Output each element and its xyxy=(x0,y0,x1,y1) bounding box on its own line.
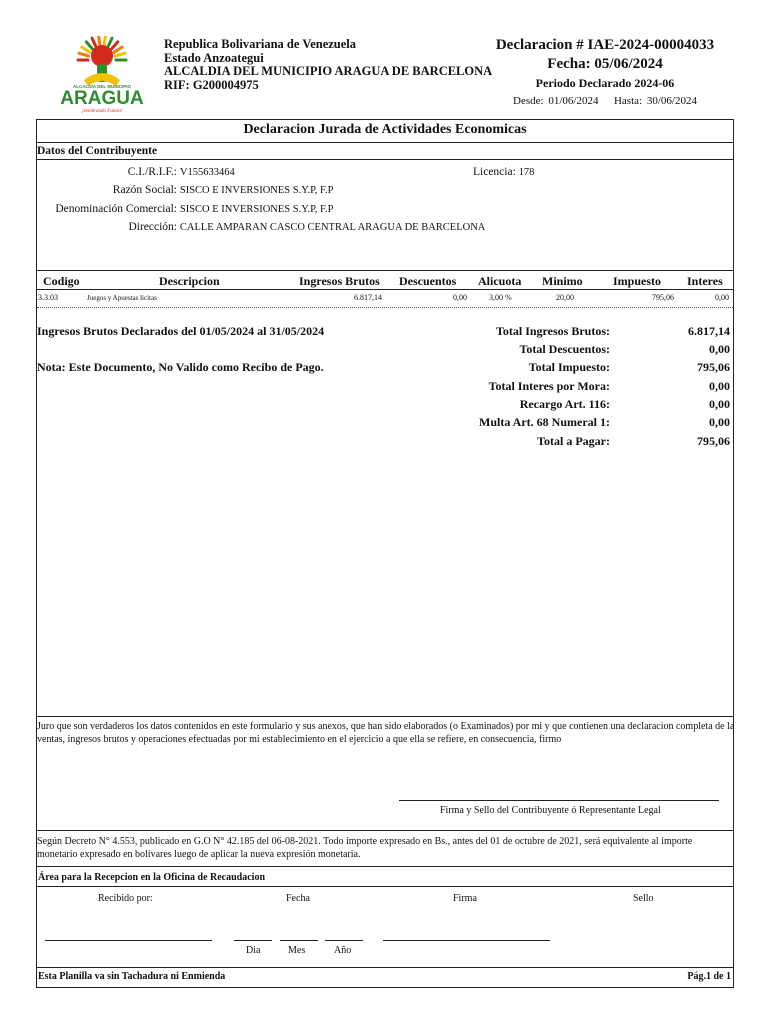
total-impuesto-value: 795,06 xyxy=(697,360,730,374)
divider xyxy=(37,142,733,143)
cell-ingresos: 6.817,14 xyxy=(354,293,382,302)
cell-impuesto: 795,06 xyxy=(652,293,674,302)
license-value: 178 xyxy=(518,167,535,178)
razon-field xyxy=(37,184,333,196)
col-header-interes: Interes xyxy=(687,274,723,288)
svg-text:ALCALDÍA DEL MUNICIPIO: ALCALDÍA DEL MUNICIPIO xyxy=(73,84,131,89)
col-header-minimo: Minimo xyxy=(542,274,583,288)
cell-interes: 0,00 xyxy=(715,293,729,302)
from-value: 01/06/2024 xyxy=(548,95,599,107)
declaration-range xyxy=(470,95,740,107)
razon-label: Razón Social: xyxy=(112,184,177,196)
multa-value: 0,00 xyxy=(709,415,730,429)
table-top-border xyxy=(37,270,733,271)
divider xyxy=(37,830,733,831)
col-header-codigo: Codigo xyxy=(43,274,80,288)
total-impuesto-label: Total Impuesto: xyxy=(528,360,610,374)
total-interes-value: 0,00 xyxy=(709,379,730,393)
rif-value: V155633464 xyxy=(179,167,235,178)
total-ingresos-value: 6.817,14 xyxy=(688,324,730,338)
day-line xyxy=(234,940,272,941)
page-number: Pág.1 de 1 xyxy=(687,971,731,982)
direccion-label: Dirección: xyxy=(128,221,177,233)
received-by-line xyxy=(45,940,212,941)
declared-income-range: Ingresos Brutos Declarados del 01/05/2024 al 31/05/2024 xyxy=(37,324,325,338)
declaration-form xyxy=(36,119,734,988)
divider xyxy=(37,967,733,968)
table-header-border xyxy=(37,289,733,290)
cell-alicuota: 3,00 % xyxy=(489,293,512,302)
issuer-country: Republica Bolivariana de Venezuela xyxy=(164,37,357,51)
denominacion-field xyxy=(37,203,333,215)
aragua-logo-icon xyxy=(44,36,160,114)
reception-seal-label: Sello xyxy=(633,893,654,904)
denominacion-label: Denominación Comercial: xyxy=(55,203,177,215)
month-line xyxy=(280,940,318,941)
direccion-value: CALLE AMPARAN CASCO CENTRAL ARAGUA DE BARCELONA xyxy=(179,222,486,233)
col-header-descripcion: Descripcion xyxy=(159,274,220,288)
rif-field xyxy=(37,166,235,178)
footer-note: Esta Planilla va sin Tachadura ni Enmienda xyxy=(38,971,226,982)
municipality-logo xyxy=(44,36,160,114)
license-field xyxy=(473,166,534,178)
cell-descuentos: 0,00 xyxy=(453,293,467,302)
table-row-border xyxy=(37,307,733,308)
multa-label: Multa Art. 68 Numeral 1: xyxy=(479,415,610,429)
divider xyxy=(37,866,733,867)
recargo-label: Recargo Art. 116: xyxy=(519,397,610,411)
total-descuentos-label: Total Descuentos: xyxy=(519,342,610,356)
total-ingresos-label: Total Ingresos Brutos: xyxy=(495,324,610,338)
reception-signature-label: Firma xyxy=(453,893,477,904)
license-label: Licencia: xyxy=(473,166,516,178)
to-value: 30/06/2024 xyxy=(646,95,697,107)
year-line xyxy=(325,940,363,941)
cell-codigo: 3.3.03 xyxy=(38,293,58,302)
col-header-impuesto: Impuesto xyxy=(613,274,662,288)
rif-label: C.I./R.I.F.: xyxy=(127,166,177,178)
day-label: Dia xyxy=(246,945,261,956)
cell-descripcion: Juegos y Apuestas licitas xyxy=(87,294,157,302)
issuer-state: Estado Anzoategui xyxy=(164,50,264,65)
disclaimer-note: Nota: Este Documento, No Valido como Recibo de Pago. xyxy=(37,360,324,374)
direccion-field xyxy=(37,221,485,233)
oath-statement: Juro que son verdaderos los datos contenidos en este formulario y sus anexos, que han sido elaborados (o Examinados) por mi y que contienen una declaracion completa de la ventas, ingresos brutos y operaciones efectuadas por mi establecimiento en el ejercicio a que ella se refiere, en consecuencia, firmo xyxy=(37,721,735,745)
recargo-value: 0,00 xyxy=(709,397,730,411)
col-header-ingresos: Ingresos Brutos xyxy=(299,274,380,288)
svg-text:ARAGUA: ARAGUA xyxy=(60,88,144,109)
col-header-alicuota: Alicuota xyxy=(478,274,522,288)
denominacion-value: SISCO E INVERSIONES S.Y.P, F.P xyxy=(179,204,334,215)
reception-heading: Área para la Recepcion en la Oficina de Recaudacion xyxy=(38,872,266,883)
razon-value: SISCO E INVERSIONES S.Y.P, F.P xyxy=(179,185,334,196)
total-descuentos-value: 0,00 xyxy=(709,342,730,356)
signature-label: Firma y Sello del Contribuyente ó Representante Legal xyxy=(440,805,661,816)
year-label: Año xyxy=(334,945,352,956)
signature-line xyxy=(399,800,719,801)
issuer-rif: RIF: G200004975 xyxy=(164,77,259,92)
reception-date-label: Fecha xyxy=(286,893,310,904)
declaration-date: Fecha: 05/06/2024 xyxy=(547,56,663,72)
total-interes-label: Total Interes por Mora: xyxy=(488,379,610,393)
received-by-label: Recibido por: xyxy=(98,893,153,904)
divider xyxy=(37,159,733,160)
total-pagar-value: 795,06 xyxy=(697,434,730,448)
svg-text:¡Sembrando Futuro!: ¡Sembrando Futuro! xyxy=(81,109,123,114)
divider xyxy=(37,886,733,887)
from-label: Desde: xyxy=(513,95,544,107)
cell-minimo: 20,00 xyxy=(556,293,574,302)
section-title: Declaracion Jurada de Actividades Economicas xyxy=(243,122,527,137)
issuer-block xyxy=(164,38,492,92)
total-pagar-label: Total a Pagar: xyxy=(537,434,610,448)
divider xyxy=(37,716,733,717)
reception-signature-line xyxy=(383,940,550,941)
declaration-number: Declaracion # IAE-2024-00004033 xyxy=(495,37,715,53)
declaration-period: Periodo Declarado 2024-06 xyxy=(535,76,675,90)
to-label: Hasta: xyxy=(613,95,643,107)
issuer-municipality: ALCALDIA DEL MUNICIPIO ARAGUA DE BARCELONA xyxy=(164,64,493,78)
taxpayer-heading: Datos del Contribuyente xyxy=(37,145,158,157)
decree-notice: Según Decreto N° 4.553, publicado en G.O N° 42.185 del 06-08-2021. Todo importe expresado en Bs., antes del 01 de octubre de 2021, será equivalente al importe monetario expresado en bolívares luego de aplicar la nueva expresión monetaria. xyxy=(37,836,693,860)
month-label: Mes xyxy=(288,945,306,956)
col-header-descuentos: Descuentos xyxy=(399,274,457,288)
